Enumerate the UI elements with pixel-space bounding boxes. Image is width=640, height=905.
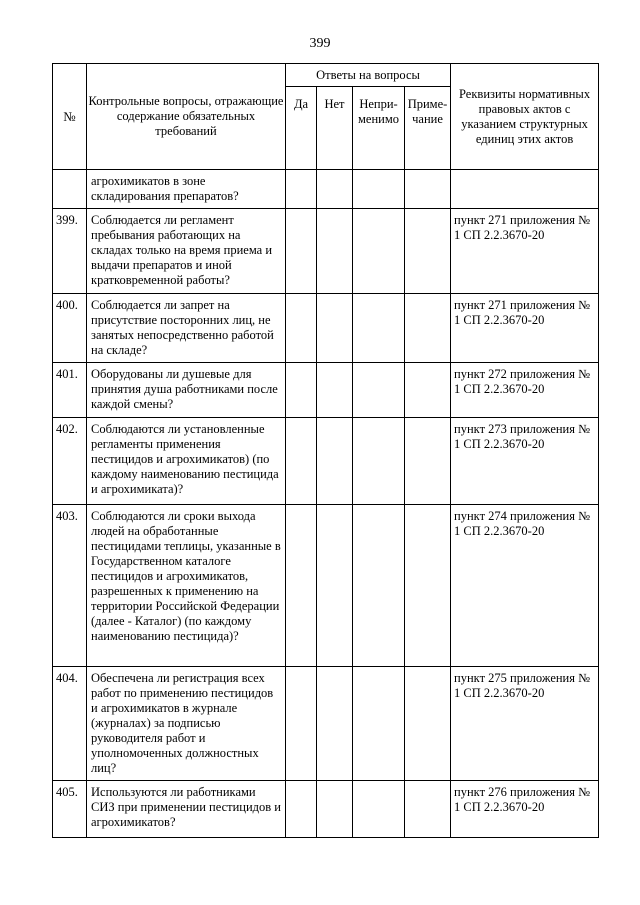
answer-cell-no[interactable]	[317, 170, 353, 209]
page-number: 399	[309, 36, 331, 51]
row-question: Используются ли работниками СИЗ при применении пестицидов и агрохимикатов?	[87, 781, 286, 838]
row-question: Соблюдаются ли установленные регламенты применения пестицидов и агрохимикатов) (по каждому наименованию пестицида и агрохимиката)?	[87, 418, 286, 505]
row-requisites: пункт 276 приложения № 1 СП 2.2.3670-20	[451, 781, 599, 838]
row-question: агрохимикатов в зоне складирования препаратов?	[87, 170, 286, 209]
answer-cell-not-applicable[interactable]	[353, 781, 405, 838]
table-row	[53, 505, 599, 667]
table-header	[53, 64, 599, 170]
row-requisites: пункт 271 приложения № 1 СП 2.2.3670-20	[451, 209, 599, 294]
header-requisites: Реквизиты нормативных правовых актов с указанием структурных единиц этих актов	[451, 64, 599, 170]
answer-cell-no[interactable]	[317, 667, 353, 781]
answer-cell-yes[interactable]	[286, 294, 317, 363]
row-num: 402.	[53, 418, 87, 505]
header-answer-note: Приме-чание	[405, 87, 451, 170]
row-num: 400.	[53, 294, 87, 363]
answer-cell-not-applicable[interactable]	[353, 505, 405, 667]
table-row	[53, 170, 599, 209]
row-requisites: пункт 274 приложения № 1 СП 2.2.3670-20	[451, 505, 599, 667]
table-body	[53, 170, 599, 838]
row-requisites	[451, 170, 599, 209]
answer-cell-yes[interactable]	[286, 363, 317, 418]
checklist-table	[52, 63, 599, 838]
header-answer-yes: Да	[286, 87, 317, 170]
row-requisites: пункт 272 приложения № 1 СП 2.2.3670-20	[451, 363, 599, 418]
answer-cell-note[interactable]	[405, 363, 451, 418]
row-num: 399.	[53, 209, 87, 294]
row-question: Соблюдаются ли сроки выхода людей на обработанные пестицидами теплицы, указанные в Государственном каталоге пестицидов и агрохимикатов, разрешенных к применению на территории Российской Федерации (далее - Каталог) (по каждому наименованию пестицида)?	[87, 505, 286, 667]
answer-cell-no[interactable]	[317, 505, 353, 667]
header-answer-no: Нет	[317, 87, 353, 170]
table-row	[53, 667, 599, 781]
answer-cell-yes[interactable]	[286, 667, 317, 781]
answer-cell-not-applicable[interactable]	[353, 294, 405, 363]
row-num	[53, 170, 87, 209]
answer-cell-yes[interactable]	[286, 209, 317, 294]
table-row	[53, 781, 599, 838]
row-requisites: пункт 271 приложения № 1 СП 2.2.3670-20	[451, 294, 599, 363]
answer-cell-yes[interactable]	[286, 505, 317, 667]
answer-cell-note[interactable]	[405, 294, 451, 363]
row-num: 401.	[53, 363, 87, 418]
answer-cell-no[interactable]	[317, 781, 353, 838]
row-question: Соблюдается ли регламент пребывания работающих на складах только на время приема и выдачи препаратов и иной кратковременной работы?	[87, 209, 286, 294]
table-row	[53, 363, 599, 418]
answer-cell-no[interactable]	[317, 363, 353, 418]
answer-cell-not-applicable[interactable]	[353, 418, 405, 505]
answer-cell-yes[interactable]	[286, 781, 317, 838]
row-num: 404.	[53, 667, 87, 781]
answer-cell-not-applicable[interactable]	[353, 667, 405, 781]
answer-cell-yes[interactable]	[286, 418, 317, 505]
table-row	[53, 294, 599, 363]
answer-cell-not-applicable[interactable]	[353, 363, 405, 418]
answer-cell-no[interactable]	[317, 418, 353, 505]
answer-cell-note[interactable]	[405, 505, 451, 667]
row-question: Соблюдается ли запрет на присутствие посторонних лиц, не занятых непосредственно работой на складе?	[87, 294, 286, 363]
answer-cell-note[interactable]	[405, 170, 451, 209]
row-num: 403.	[53, 505, 87, 667]
header-num: №	[53, 64, 87, 170]
answer-cell-note[interactable]	[405, 209, 451, 294]
answer-cell-no[interactable]	[317, 294, 353, 363]
header-answer-not-applicable: Непри-менимо	[353, 87, 405, 170]
row-question: Обеспечена ли регистрация всех работ по применению пестицидов и агрохимикатов в журнале (журналах) за подписью руководителя работ и уполномоченных должностных лиц?	[87, 667, 286, 781]
answer-cell-note[interactable]	[405, 667, 451, 781]
answer-cell-not-applicable[interactable]	[353, 209, 405, 294]
row-question: Оборудованы ли душевые для принятия душа работниками после каждой смены?	[87, 363, 286, 418]
answer-cell-note[interactable]	[405, 781, 451, 838]
header-answers-group: Ответы на вопросы	[286, 64, 451, 87]
answer-cell-no[interactable]	[317, 209, 353, 294]
table-row	[53, 209, 599, 294]
row-num: 405.	[53, 781, 87, 838]
row-requisites: пункт 275 приложения № 1 СП 2.2.3670-20	[451, 667, 599, 781]
answer-cell-note[interactable]	[405, 418, 451, 505]
table-row	[53, 418, 599, 505]
answer-cell-not-applicable[interactable]	[353, 170, 405, 209]
row-requisites: пункт 273 приложения № 1 СП 2.2.3670-20	[451, 418, 599, 505]
answer-cell-yes[interactable]	[286, 170, 317, 209]
header-question: Контрольные вопросы, отражающие содержание обязательных требований	[87, 64, 286, 170]
